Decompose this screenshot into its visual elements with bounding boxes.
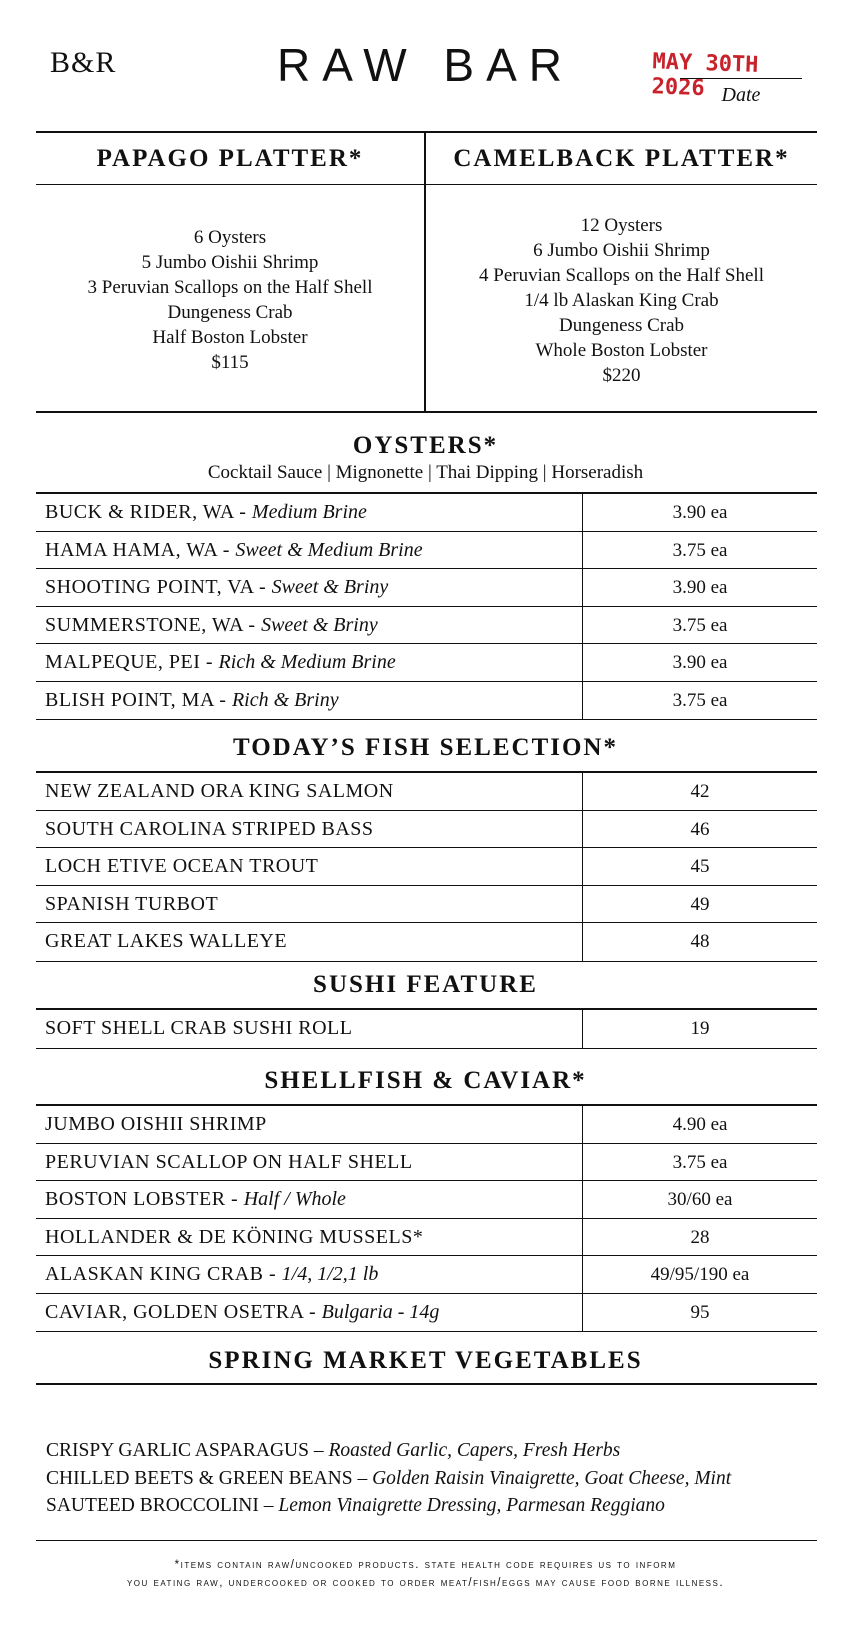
platter-item: 4 Peruvian Scallops on the Half Shell xyxy=(479,265,764,286)
restaurant-logo: B&R xyxy=(50,46,117,79)
section-title-oysters: OYSTERS* xyxy=(352,432,499,459)
list-item: SAUTEED BROCCOLINI – Lemon Vinaigrette Dressing, Parmesan Reggiano xyxy=(46,1495,665,1516)
health-disclaimer: *items contain raw/uncooked products. state health code requires us to inform you eating raw, undercooked or cooked to order meat/fish/eggs may cause food borne illness. xyxy=(126,1559,725,1589)
item-price: 3.90 ea xyxy=(582,569,817,606)
fish-table xyxy=(36,771,817,962)
table-row xyxy=(36,532,817,570)
table-row xyxy=(36,607,817,645)
item-note: Rich & Briny xyxy=(231,688,339,711)
vegetables-list xyxy=(46,1437,731,1520)
item-name: HOLLANDER & DE KÖNING MUSSELS* xyxy=(45,1225,424,1248)
table-row xyxy=(36,1144,817,1182)
page-title: RAW BAR xyxy=(277,39,574,91)
divider xyxy=(36,1383,817,1385)
section-title-vegetables: SPRING MARKET VEGETABLES xyxy=(208,1347,643,1374)
item-price: 48 xyxy=(582,923,817,961)
item-name: SPANISH TURBOT xyxy=(45,892,219,915)
section-title-fish: TODAY’S FISH SELECTION* xyxy=(232,734,618,761)
item-price: 28 xyxy=(582,1219,817,1256)
item-note: Sweet & Briny xyxy=(271,576,389,598)
divider xyxy=(36,1540,817,1541)
item-name: SHOOTING POINT, VA - Sweet & Briny xyxy=(45,576,389,598)
item-price: 49 xyxy=(582,886,817,923)
item-price: 3.90 ea xyxy=(582,644,817,681)
platter-price: $115 xyxy=(211,352,249,373)
platter-item: 3 Peruvian Scallops on the Half Shell xyxy=(87,277,373,298)
platter-name: PAPAGO PLATTER* xyxy=(36,133,424,185)
platter-price: $220 xyxy=(602,365,641,386)
item-price: 95 xyxy=(582,1294,817,1332)
table-row xyxy=(36,569,817,607)
platter-items xyxy=(426,185,817,388)
item-note: Bulgaria - 14g xyxy=(321,1300,440,1323)
item-price: 3.75 ea xyxy=(582,682,817,720)
platter-item: Dungeness Crab xyxy=(558,315,685,336)
platter-item: Dungeness Crab xyxy=(167,302,293,323)
item-name: PERUVIAN SCALLOP ON HALF SHELL xyxy=(45,1150,413,1173)
date-label: Date xyxy=(721,84,761,106)
table-row xyxy=(36,848,817,886)
table-row xyxy=(36,1010,817,1048)
item-note: Rich & Medium Brine xyxy=(218,651,396,673)
item-name: BLISH POINT, MA - Rich & Briny xyxy=(45,688,339,711)
platters-table xyxy=(36,131,817,413)
section-title-sushi: SUSHI FEATURE xyxy=(313,971,538,998)
oysters-table xyxy=(36,492,817,720)
item-note: Medium Brine xyxy=(251,501,367,523)
platter-camelback xyxy=(424,133,817,413)
item-price: 19 xyxy=(582,1010,817,1048)
item-note: Sweet & Medium Brine xyxy=(235,538,423,561)
table-row xyxy=(36,811,817,849)
item-name: LOCH ETIVE OCEAN TROUT xyxy=(45,855,319,877)
item-name: SUMMERSTONE, WA - Sweet & Briny xyxy=(45,613,378,636)
item-price: 49/95/190 ea xyxy=(582,1256,817,1293)
shellfish-table xyxy=(36,1104,817,1332)
table-row xyxy=(36,1219,817,1257)
item-name: GREAT LAKES WALLEYE xyxy=(45,930,288,952)
item-name: CAVIAR, GOLDEN OSETRA - Bulgaria - 14g xyxy=(45,1300,440,1323)
platter-item: 12 Oysters xyxy=(580,215,663,236)
oyster-sauces: Cocktail Sauce | Mignonette | Thai Dipping | Horseradish xyxy=(207,462,644,483)
item-note: Sweet & Briny xyxy=(261,613,378,636)
table-row xyxy=(36,494,817,532)
item-name: SOUTH CAROLINA STRIPED BASS xyxy=(45,817,374,840)
table-row xyxy=(36,923,817,961)
item-price: 3.90 ea xyxy=(582,494,817,531)
item-price: 3.75 ea xyxy=(582,532,817,569)
platter-papago xyxy=(36,133,424,413)
platter-item: 1/4 lb Alaskan King Crab xyxy=(524,290,719,311)
table-row xyxy=(36,1256,817,1294)
platter-items xyxy=(36,185,424,375)
item-price: 3.75 ea xyxy=(582,607,817,644)
list-item: CHILLED BEETS & GREEN BEANS – Golden Raisin Vinaigrette, Goat Cheese, Mint xyxy=(46,1467,732,1489)
table-row xyxy=(36,644,817,682)
item-name: BUCK & RIDER, WA - Medium Brine xyxy=(45,501,367,523)
platter-item: 6 Oysters xyxy=(193,227,267,248)
platter-item: Whole Boston Lobster xyxy=(535,340,708,361)
table-row xyxy=(36,1294,817,1332)
list-item: CRISPY GARLIC ASPARAGUS – Roasted Garlic, Capers, Fresh Herbs xyxy=(46,1440,621,1461)
item-price: 46 xyxy=(582,811,817,848)
item-price: 4.90 ea xyxy=(582,1106,817,1143)
item-note: 1/4, 1/2,1 lb xyxy=(281,1263,379,1285)
item-name: NEW ZEALAND ORA KING SALMON xyxy=(45,780,394,802)
item-price: 3.75 ea xyxy=(582,1144,817,1181)
item-name: SOFT SHELL CRAB SUSHI ROLL xyxy=(45,1017,353,1039)
platter-item: 5 Jumbo Oishii Shrimp xyxy=(141,252,319,273)
date-stamp: MAY 30TH 2026 xyxy=(651,49,759,102)
platter-name: CAMELBACK PLATTER* xyxy=(426,133,817,185)
table-row xyxy=(36,1181,817,1219)
item-name: HAMA HAMA, WA - Sweet & Medium Brine xyxy=(45,538,423,561)
item-price: 42 xyxy=(582,773,817,810)
item-price: 30/60 ea xyxy=(582,1181,817,1218)
platter-item: Half Boston Lobster xyxy=(152,327,308,348)
table-row xyxy=(36,682,817,720)
table-row xyxy=(36,886,817,924)
table-row xyxy=(36,773,817,811)
item-note: Half / Whole xyxy=(243,1188,346,1210)
item-name: BOSTON LOBSTER - Half / Whole xyxy=(45,1188,346,1210)
date-underline xyxy=(680,78,802,79)
item-price: 45 xyxy=(582,848,817,885)
sushi-table xyxy=(36,1008,817,1049)
platter-item: 6 Jumbo Oishii Shrimp xyxy=(533,240,710,261)
section-title-shellfish: SHELLFISH & CAVIAR* xyxy=(264,1067,587,1094)
item-name: ALASKAN KING CRAB - 1/4, 1/2,1 lb xyxy=(45,1263,379,1285)
item-name: JUMBO OISHII SHRIMP xyxy=(45,1113,267,1135)
item-name: MALPEQUE, PEI - Rich & Medium Brine xyxy=(45,651,396,673)
table-row xyxy=(36,1106,817,1144)
